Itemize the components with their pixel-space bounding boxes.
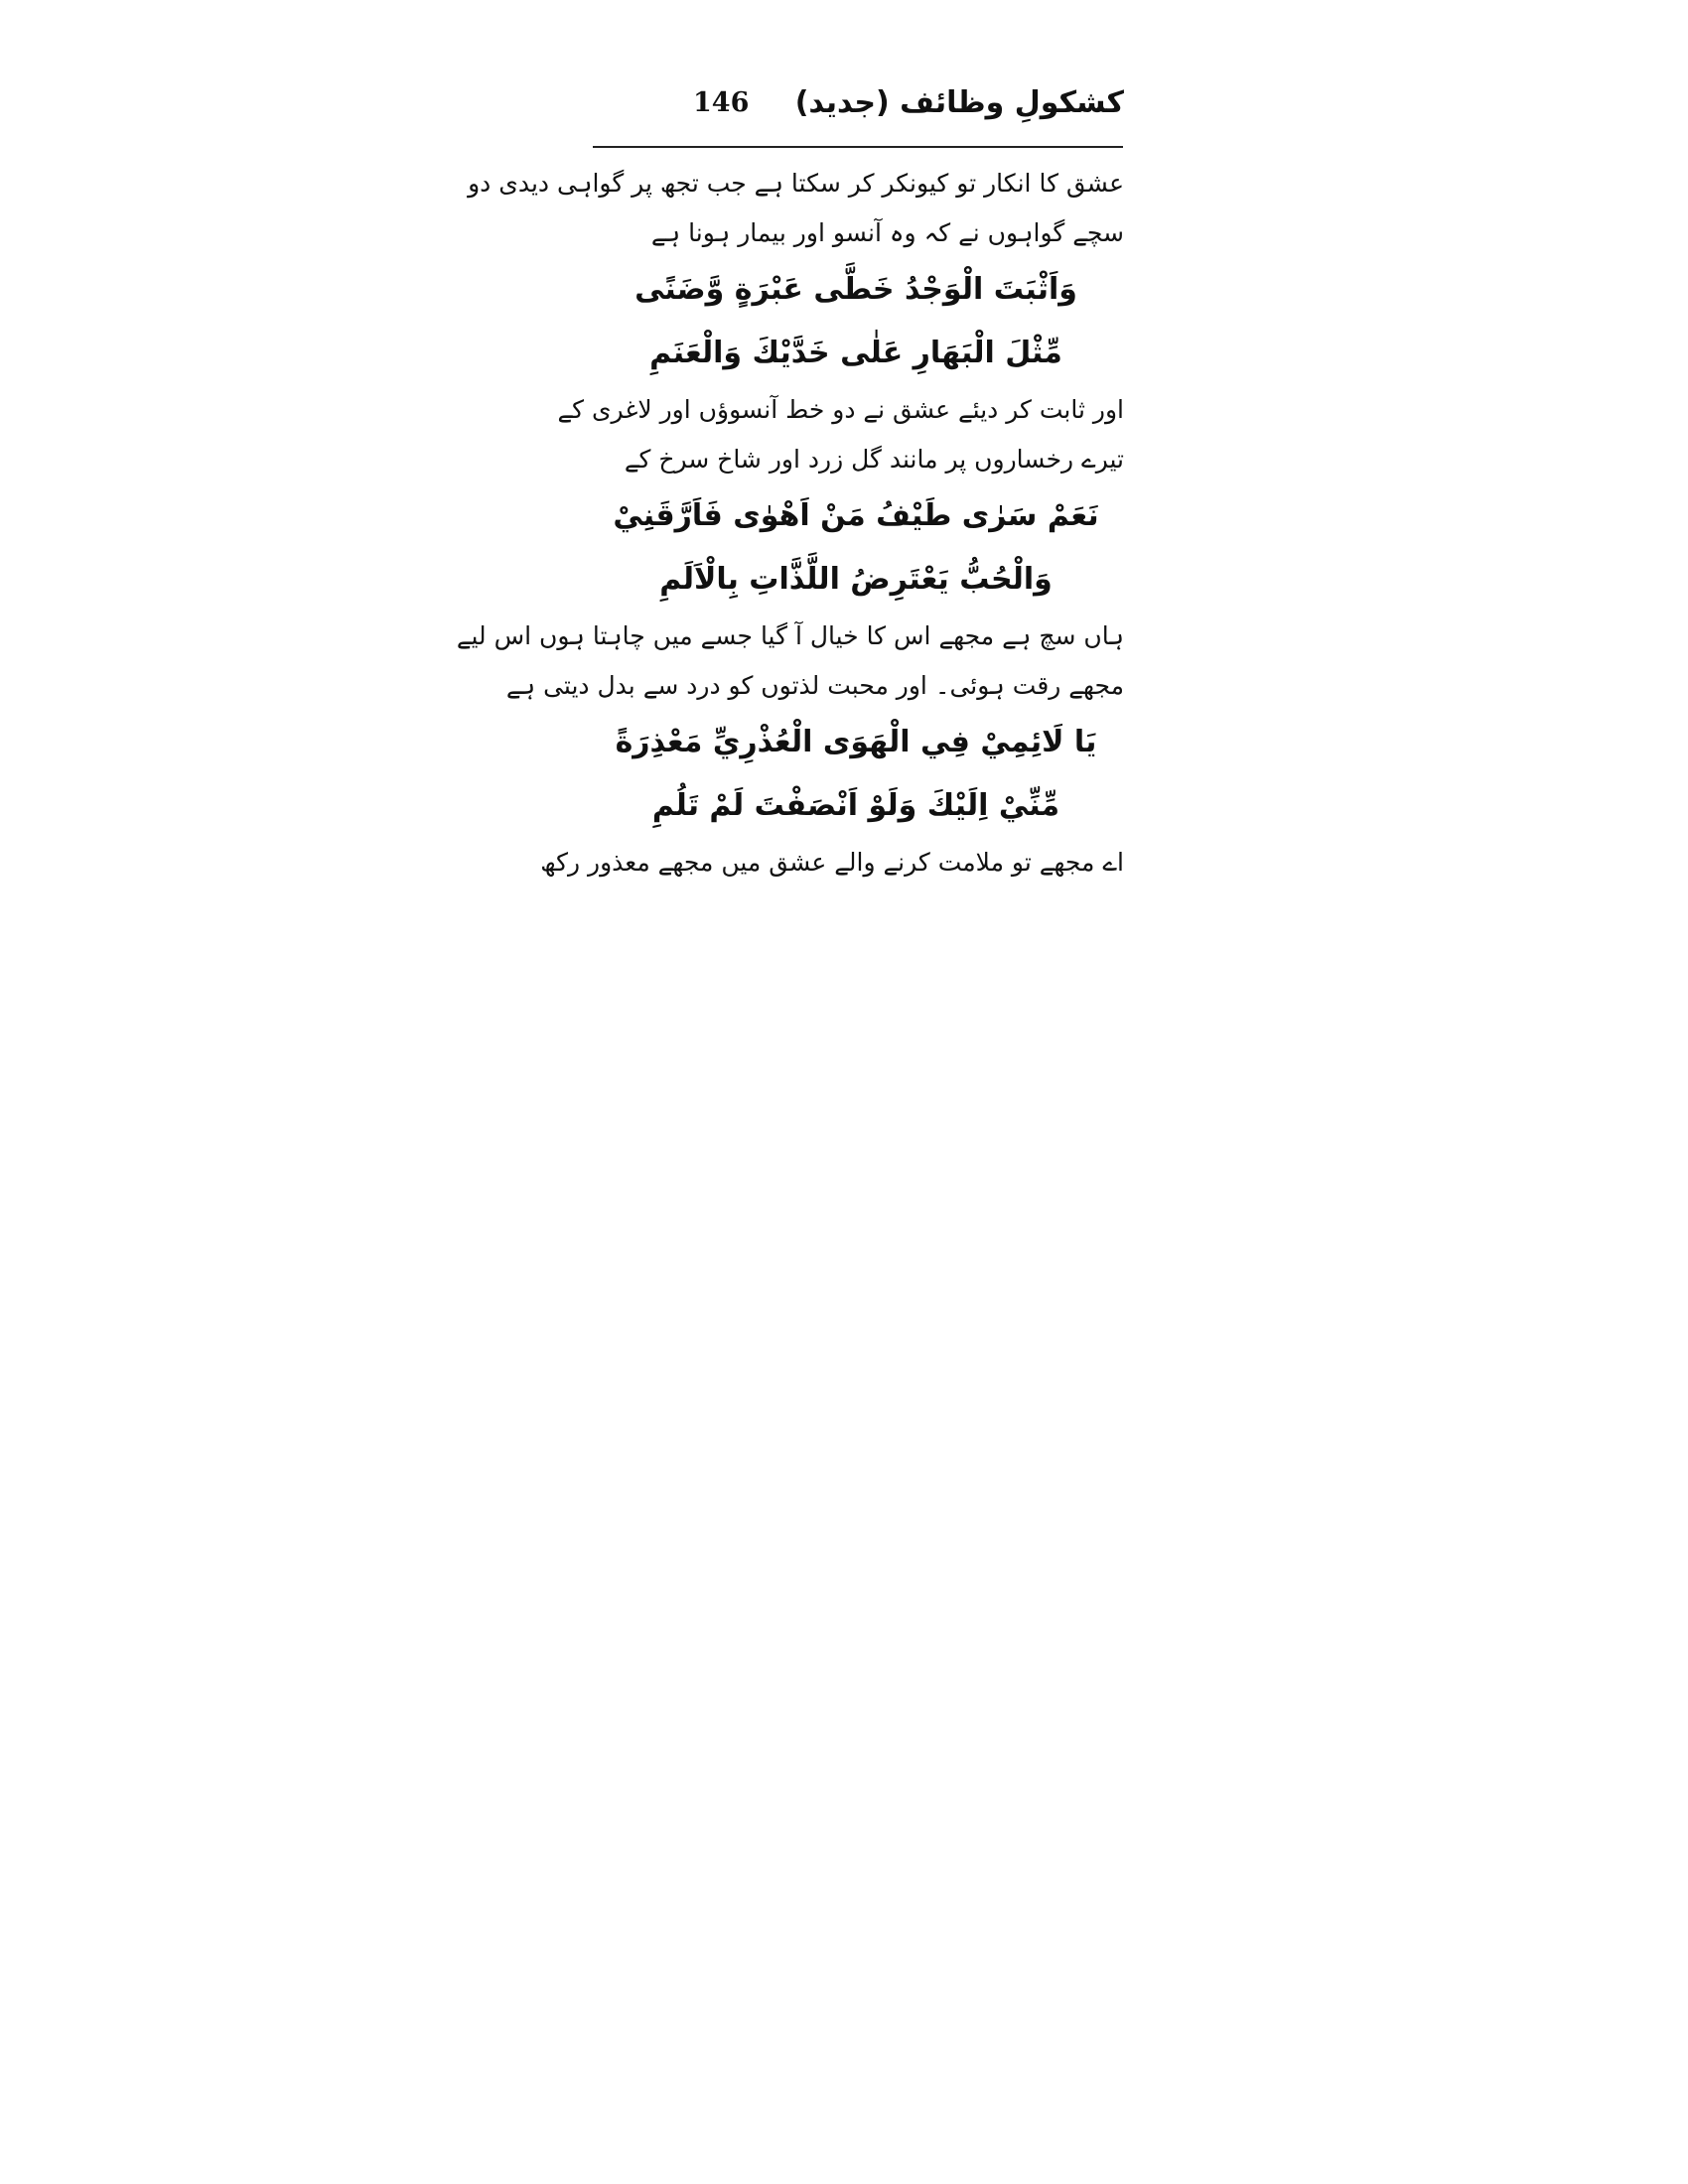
arabic-verse-line: وَالْحُبُّ يَعْتَرِضُ اللَّذَّاتِ بِالْاَلَمِ bbox=[659, 562, 1053, 597]
prose-line: عشق کا انکار تو کیونکر کر سکتا ہے جب تجھ پر گواہی دیدی دو bbox=[468, 169, 1124, 198]
header-divider bbox=[593, 146, 1123, 148]
prose-line: تیرے رخساروں پر مانند گل زرد اور شاخ سرخ کے bbox=[624, 445, 1124, 474]
prose-line: مجھے رقت ہوئی۔ اور محبت لذتوں کو درد سے بدل دیتی ہے bbox=[505, 671, 1124, 700]
page-body bbox=[456, 159, 1124, 887]
arabic-verse-line: مِّنِّيْ اِلَيْكَ وَلَوْ اَنْصَفْتَ لَمْ تَلُمِ bbox=[651, 788, 1060, 823]
running-title: کشکولِ وظائف (جدید) bbox=[794, 85, 1124, 120]
page-header bbox=[588, 79, 1124, 139]
prose-line: ہاں سچ ہے مجھے اس کا خیال آ گیا جسے میں چاہتا ہوں اس لیے bbox=[456, 621, 1124, 650]
page-number: 146 bbox=[693, 87, 750, 118]
arabic-verse-line: يَا لَائِمِيْ فِي الْهَوَى الْعُذْرِيِّ مَعْذِرَةً bbox=[615, 725, 1097, 759]
arabic-verse-line: وَاَثْبَتَ الْوَجْدُ خَطَّی عَبْرَةٍ وَّضَنًى bbox=[634, 272, 1077, 307]
prose-line: سچے گواہوں نے کہ وہ آنسو اور بیمار ہونا ہے bbox=[650, 218, 1124, 247]
prose-line: اے مجھے تو ملامت کرنے والے عشق میں مجھے معذور رکھ bbox=[540, 848, 1124, 877]
prose-line: اور ثابت کر دیئے عشق نے دو خط آنسوؤں اور لاغری کے bbox=[557, 395, 1124, 424]
arabic-verse-line: نَعَمْ سَرٰى طَيْفُ مَنْ اَهْوٰى فَاَرَّقَنِيْ bbox=[613, 498, 1099, 533]
arabic-verse-line: مِّثْلَ الْبَهَارِ عَلٰى خَدَّيْكَ وَالْعَنَمِ bbox=[649, 336, 1062, 370]
